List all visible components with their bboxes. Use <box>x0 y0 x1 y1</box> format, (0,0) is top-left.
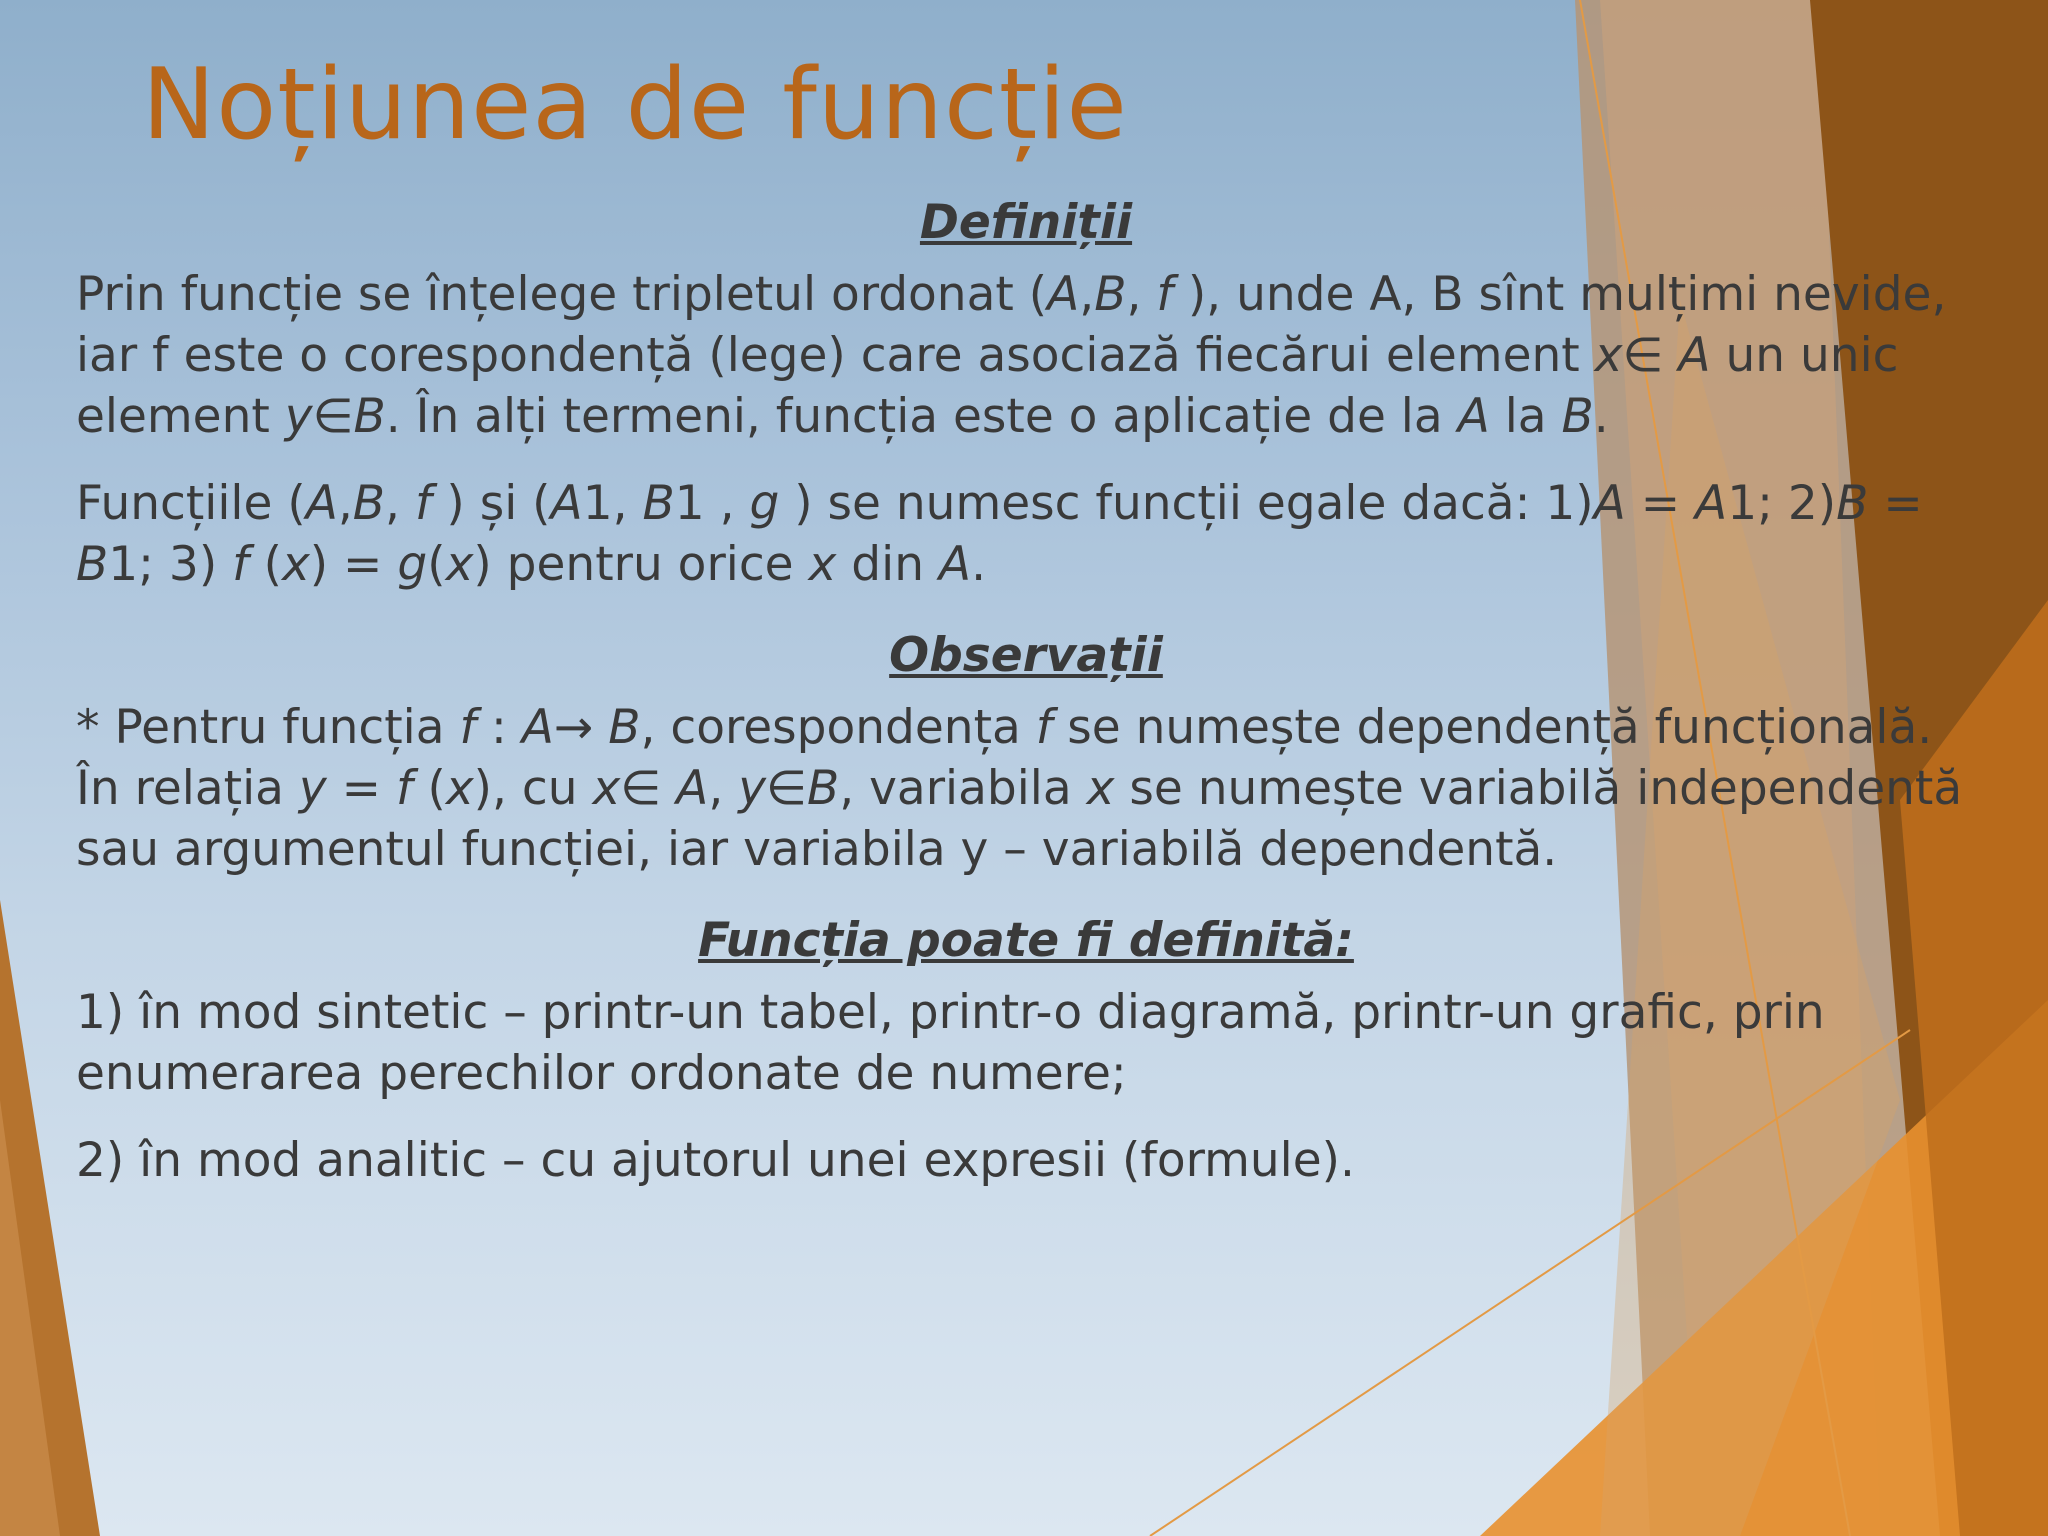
definition-paragraph-1: Prin funcție se înțelege tripletul ordonat (A,B, f ), unde A, B sînt mulțimi nevide, iar f este o corespondență (lege) care asociază fiecărui element x∈ A un unic element y∈B. În alți termeni, funcția este o aplicație de la A la B. <box>76 267 1947 444</box>
slide-content <box>76 188 1976 1217</box>
heading-observations: Observații <box>889 628 1163 683</box>
definition-paragraph-2: Funcțiile (A,B, f ) și (A1, B1 , g ) se numesc funcții egale dacă: 1)A = A1; 2)B = B1; 3) f (x) = g(x) pentru orice x din A. <box>76 476 1923 592</box>
list-item-synthetic-mode: 1) în mod sintetic – printr-un tabel, printr-o diagramă, printr-un grafic, prin enumerarea perechilor ordonate de numere; <box>76 985 1825 1101</box>
slide-title: Noțiunea de funcție <box>142 48 1128 162</box>
heading-definitions: Definiții <box>919 195 1133 250</box>
heading-function-definable: Funcția poate fi definită: <box>698 913 1354 968</box>
observation-paragraph: * Pentru funcția f : A→ B, corespondența f se numește dependență funcțională. În relația y = f (x), cu x∈ A, y∈B, variabila x se numește variabilă independentă sau argumentul funcției, iar variabila y – variabilă dependentă. <box>76 700 1963 877</box>
list-item-analytic-mode: 2) în mod analitic – cu ajutorul unei expresii (formule). <box>76 1133 1355 1188</box>
